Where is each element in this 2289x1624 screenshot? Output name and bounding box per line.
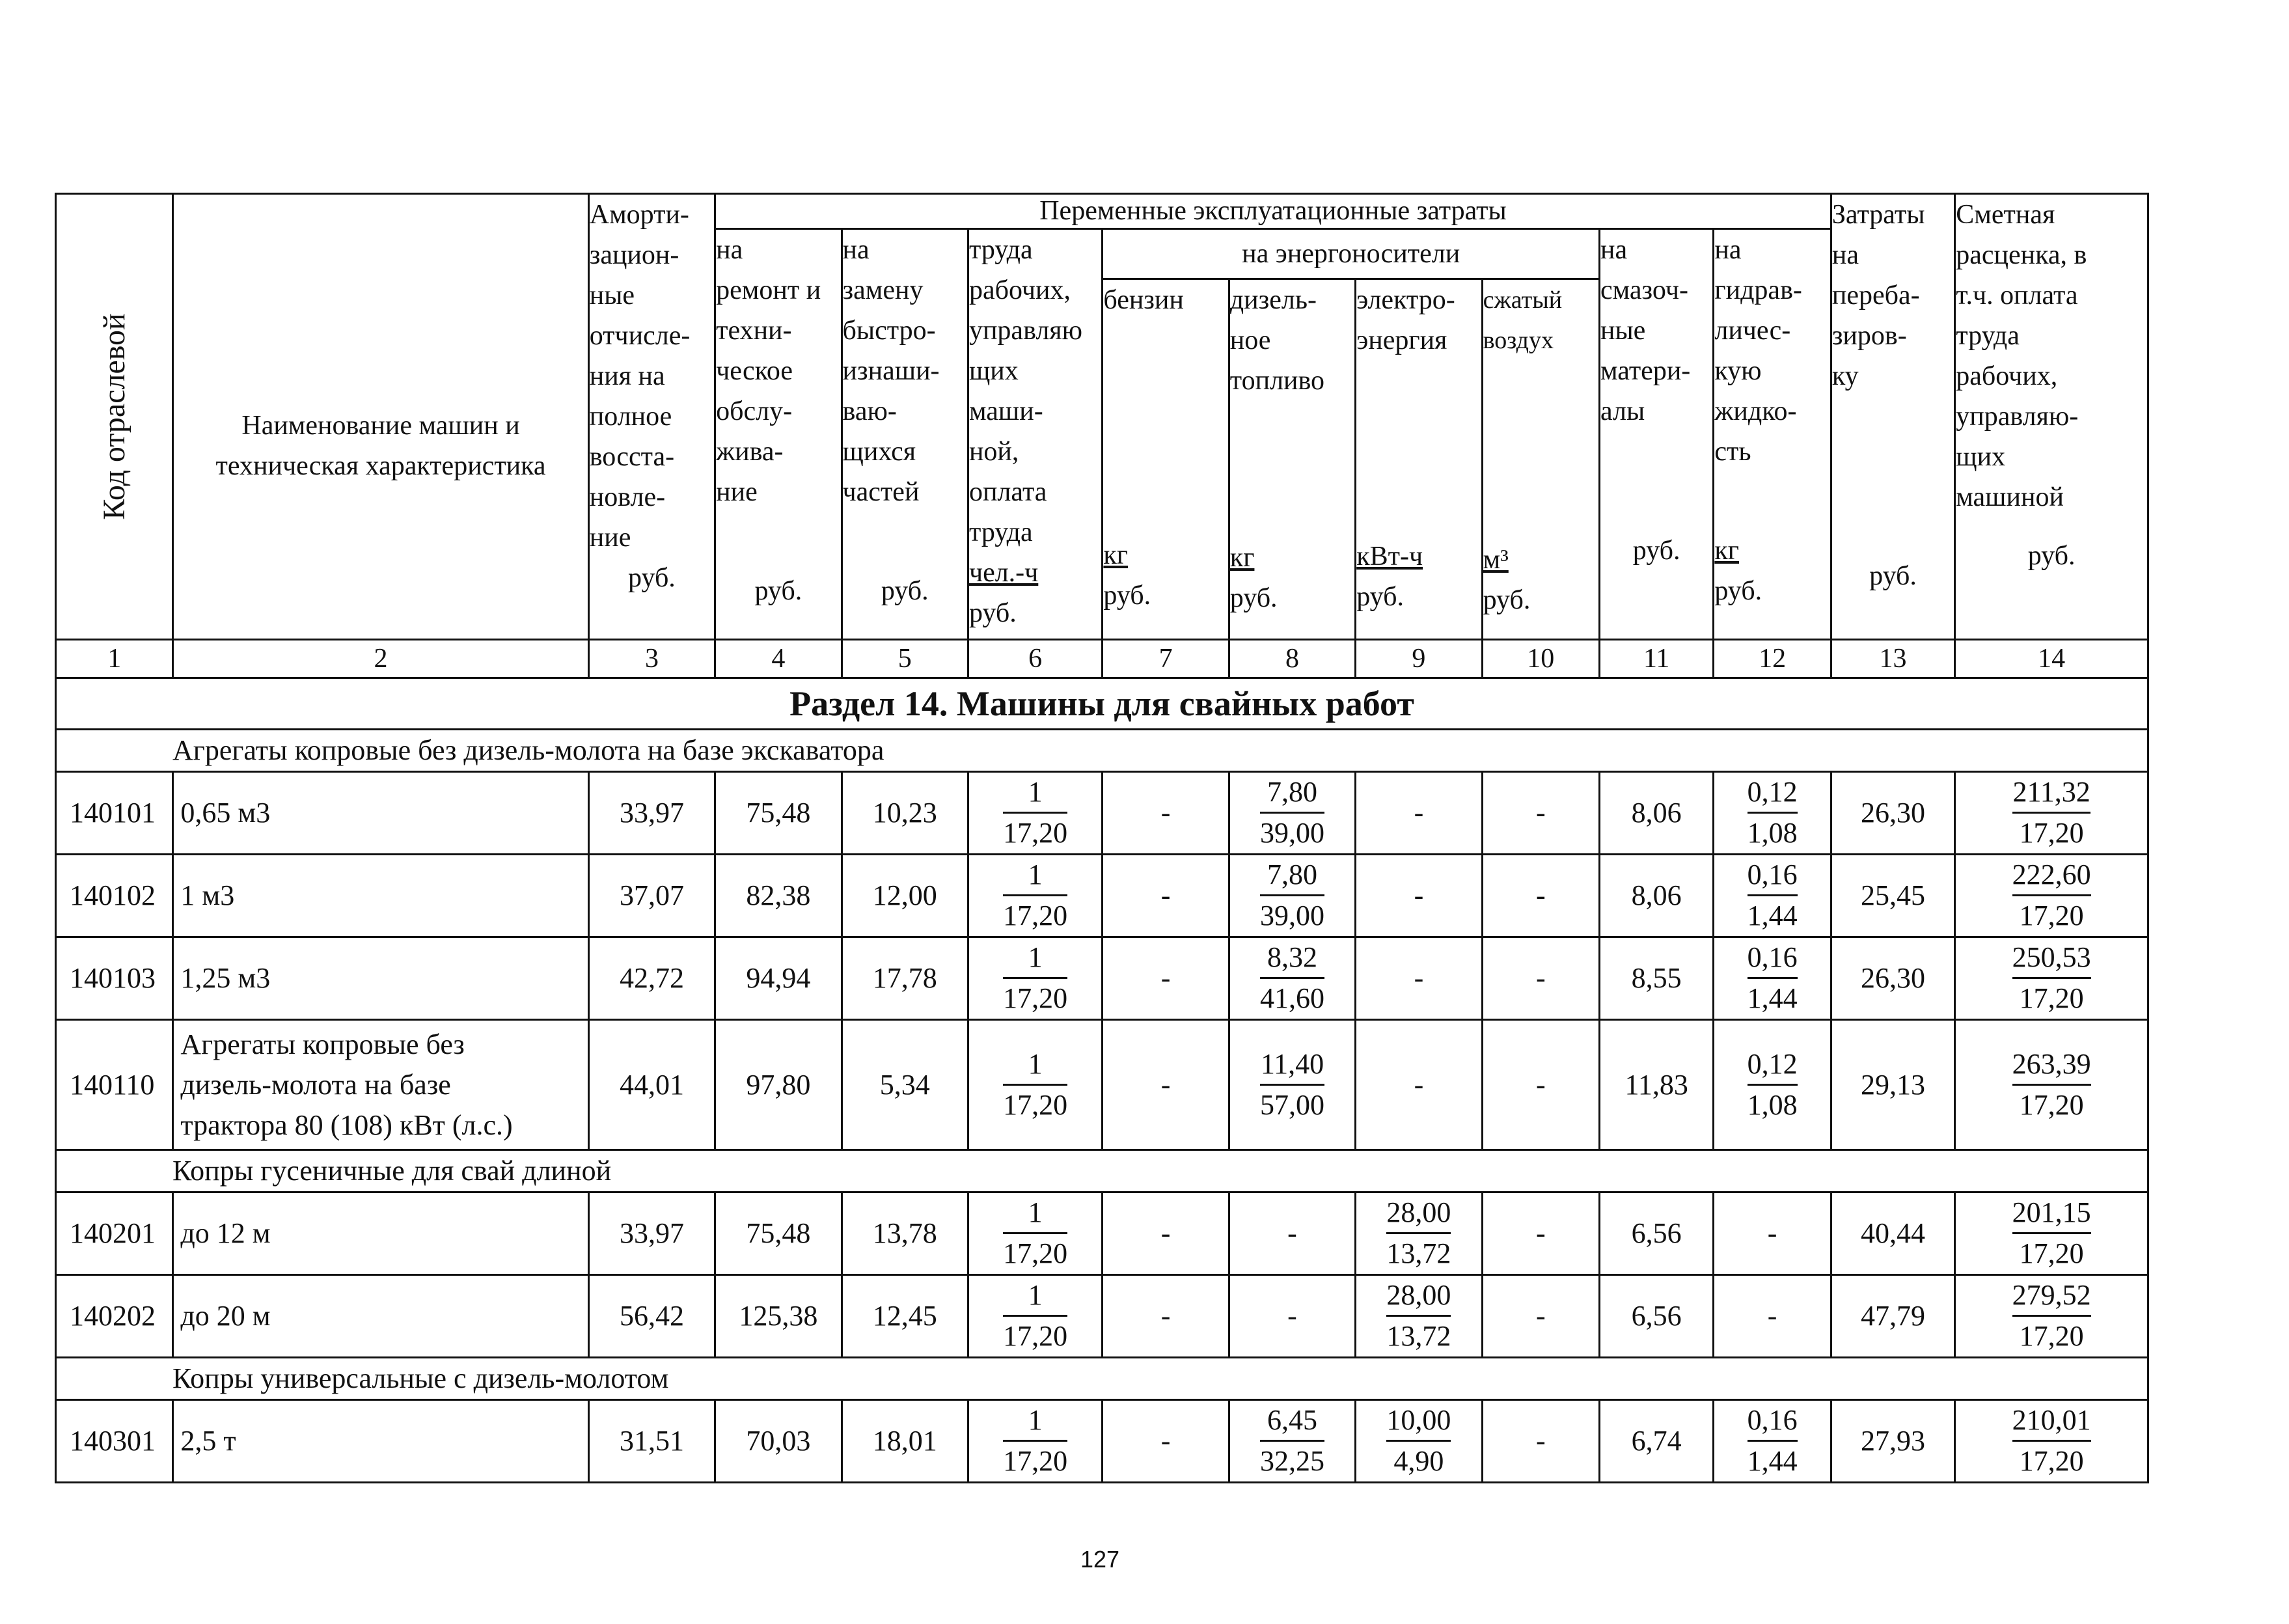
header-line: смазоч- [1600, 275, 1688, 305]
header-labor: труда рабочих, управляю щих маши- ной, оплата труда чел.-ч руб. [968, 229, 1102, 640]
row-transport: 29,13 [1831, 1020, 1954, 1150]
fraction-value: $\frac{279,52}{17,20}$ [2012, 1276, 2091, 1356]
header-line: управляю [968, 316, 1083, 346]
header-amort: Аморти- зацион- ные отчисле- ния на полное восста- новле- ние руб. [588, 194, 715, 640]
fraction-value: $\frac{1}{17,20}$ [1003, 1045, 1067, 1125]
row-transport: 26,30 [1831, 772, 1954, 855]
row-name: Агрегаты копровые без дизель-молота на базе трактора 80 (108) кВт (л.с.) [173, 1020, 588, 1150]
row-hyd [1714, 937, 1831, 1020]
header-line: ния на [589, 361, 665, 391]
header-petrol: бензин кг руб. [1103, 279, 1229, 639]
row-rate [1955, 1020, 2148, 1150]
table-row [56, 1192, 2148, 1275]
header-line: ку [1831, 361, 1859, 391]
column-number: 13 [1831, 640, 1954, 678]
header-transport: Затраты на переба- зиров- ку руб. [1831, 194, 1954, 640]
header-line: щих [1956, 442, 2006, 472]
header-line: оплата [968, 477, 1047, 507]
row-air: - [1482, 855, 1599, 937]
table-row [56, 937, 2148, 1020]
fraction-value: $\frac{0,16}{1,44}$ [1748, 855, 1798, 935]
fraction-value: $\frac{6,45}{32,25}$ [1260, 1401, 1324, 1481]
row-amort: 31,51 [588, 1400, 715, 1483]
row-labor [968, 772, 1102, 855]
row-replace: 5,34 [842, 1020, 968, 1150]
fraction-value: $\frac{211,32}{17,20}$ [2012, 773, 2090, 853]
row-labor [968, 1020, 1102, 1150]
row-diesel [1229, 937, 1355, 1020]
header-line: на [716, 235, 743, 265]
row-transport: 40,44 [1831, 1192, 1954, 1275]
row-electric [1356, 1275, 1482, 1358]
fraction-value: $\frac{11,40}{57,00}$ [1260, 1045, 1324, 1125]
column-number: 2 [173, 640, 588, 678]
header-line: на [1831, 240, 1859, 270]
header-line: ние [589, 523, 631, 553]
table-row [56, 772, 2148, 855]
row-code: 140102 [56, 855, 173, 937]
row-rate [1955, 937, 2148, 1020]
header-hyd: на гидрав- личес- кую жидко- сть кг руб. [1714, 229, 1831, 640]
row-name: 2,5 т [173, 1400, 588, 1483]
header-line: сть [1714, 437, 1751, 467]
fraction-value: $\frac{1}{17,20}$ [1003, 1401, 1067, 1481]
row-diesel [1229, 855, 1355, 937]
row-electric: - [1356, 1020, 1482, 1150]
header-diesel: дизель- ное топливо кг руб. [1229, 279, 1355, 639]
header-line: топливо [1229, 365, 1325, 396]
header-line: полное [589, 402, 672, 432]
column-number: 1 [56, 640, 173, 678]
row-replace: 18,01 [842, 1400, 968, 1483]
fraction-value: $\frac{10,00}{4,90}$ [1386, 1401, 1451, 1481]
row-air: - [1482, 1275, 1599, 1358]
column-number: 6 [968, 640, 1102, 678]
row-petrol: - [1103, 1020, 1229, 1150]
row-hyd [1714, 1400, 1831, 1483]
row-air: - [1482, 1400, 1599, 1483]
column-number: 11 [1599, 640, 1713, 678]
header-line: матери- [1600, 356, 1691, 386]
header-line: труда [968, 235, 1033, 265]
fraction-value: $\frac{1}{17,20}$ [1003, 1276, 1067, 1356]
fraction-value: $\frac{28,00}{13,72}$ [1386, 1276, 1451, 1356]
section-title: Раздел 14. Машины для свайных работ [56, 678, 2148, 730]
row-name: 1,25 м3 [173, 937, 588, 1020]
header-line: новле- [589, 482, 666, 512]
table-row [56, 855, 2148, 937]
row-name: 1 м3 [173, 855, 588, 937]
row-hyd: - [1714, 1192, 1831, 1275]
header-line: ные [1600, 316, 1646, 346]
header-line: жидко- [1714, 396, 1797, 426]
header-line: переба- [1831, 281, 1920, 310]
row-replace: 12,00 [842, 855, 968, 937]
header-line: быстро- [842, 316, 936, 346]
row-hyd [1714, 1020, 1831, 1150]
column-number: 14 [1955, 640, 2148, 678]
header-line: Затраты [1831, 200, 1925, 230]
header-line: маши- [968, 396, 1043, 426]
row-amort: 33,97 [588, 1192, 715, 1275]
row-name: до 20 м [173, 1275, 588, 1358]
row-electric: - [1356, 855, 1482, 937]
row-lub: 8,06 [1599, 855, 1713, 937]
header-line: жива- [716, 437, 784, 467]
page-number: 127 [1080, 1546, 1120, 1573]
header-name: Наименование машин и техническая характеристика [173, 194, 588, 640]
row-rate [1955, 855, 2148, 937]
header-line: воздух [1483, 326, 1554, 354]
row-air: - [1482, 937, 1599, 1020]
row-name: 0,65 м3 [173, 772, 588, 855]
column-numbers-row [56, 640, 2148, 678]
row-lub: 8,06 [1599, 772, 1713, 855]
header-line: техни- [716, 316, 792, 346]
row-rate [1955, 772, 2148, 855]
group-title: Копры гусеничные для свай длиной [56, 1150, 2148, 1192]
row-repair: 75,48 [715, 1192, 842, 1275]
fraction-value: $\frac{250,53}{17,20}$ [2012, 938, 2091, 1018]
row-petrol: - [1103, 855, 1229, 937]
row-lub: 6,74 [1599, 1400, 1713, 1483]
row-repair: 94,94 [715, 937, 842, 1020]
row-repair: 70,03 [715, 1400, 842, 1483]
row-replace: 10,23 [842, 772, 968, 855]
row-amort: 42,72 [588, 937, 715, 1020]
column-number: 10 [1482, 640, 1599, 678]
row-diesel [1229, 1400, 1355, 1483]
row-petrol: - [1103, 1400, 1229, 1483]
fraction-value: $\frac{0,16}{1,44}$ [1748, 1401, 1798, 1481]
row-transport: 27,93 [1831, 1400, 1954, 1483]
fraction-value: $\frac{1}{17,20}$ [1003, 1193, 1067, 1273]
header-line: труда [1956, 321, 2020, 351]
fraction-value: $\frac{0,12}{1,08}$ [1748, 1045, 1798, 1125]
header-line: отчисле- [589, 321, 691, 351]
header-air: сжатый воздух м³ руб. [1482, 279, 1599, 639]
row-electric: - [1356, 772, 1482, 855]
header-line: зацион- [589, 240, 679, 270]
table-row [56, 1020, 2148, 1150]
header-line: щихся [842, 437, 916, 467]
row-code: 140301 [56, 1400, 173, 1483]
fraction-value: $\frac{7,80}{39,00}$ [1260, 855, 1324, 935]
header-line: частей [842, 477, 920, 507]
header-lub: на смазоч- ные матери- алы руб. [1599, 229, 1713, 640]
row-amort: 33,97 [588, 772, 715, 855]
row-repair: 125,38 [715, 1275, 842, 1358]
row-electric [1356, 1400, 1482, 1483]
row-code: 140201 [56, 1192, 173, 1275]
header-line: щих [968, 356, 1019, 386]
header-line: личес- [1714, 316, 1791, 346]
header-replace: на замену быстро- изнаши- ваю- щихся частей руб. [842, 229, 968, 640]
header-line: рабочих, [968, 275, 1071, 305]
header-line: замену [842, 275, 924, 305]
row-petrol: - [1103, 937, 1229, 1020]
header-line: изнаши- [842, 356, 940, 386]
row-rate [1955, 1400, 2148, 1483]
header-line: кую [1714, 356, 1762, 386]
row-code: 140103 [56, 937, 173, 1020]
row-replace: 17,78 [842, 937, 968, 1020]
header-variable-group: Переменные эксплуатационные затраты [715, 194, 1831, 229]
header-line: сжатый [1483, 286, 1563, 314]
row-diesel [1229, 1020, 1355, 1150]
header-line: ческое [716, 356, 793, 386]
row-electric: - [1356, 937, 1482, 1020]
row-transport: 26,30 [1831, 937, 1954, 1020]
fraction-value: $\frac{28,00}{13,72}$ [1386, 1193, 1451, 1273]
column-number: 3 [588, 640, 715, 678]
header-line: ваю- [842, 396, 897, 426]
header-line: восста- [589, 442, 675, 472]
row-labor [968, 1275, 1102, 1358]
fraction-value: $\frac{1}{17,20}$ [1003, 855, 1067, 935]
header-line: Сметная [1956, 200, 2055, 230]
header-line: ние [716, 477, 758, 507]
row-labor [968, 855, 1102, 937]
header-line: ремонт и [716, 275, 821, 305]
row-repair: 75,48 [715, 772, 842, 855]
row-labor [968, 1192, 1102, 1275]
group-title: Агрегаты копровые без дизель-молота на базе экскаватора [56, 730, 2148, 772]
header-line: гидрав- [1714, 275, 1802, 305]
row-replace: 12,45 [842, 1275, 968, 1358]
row-name: до 12 м [173, 1192, 588, 1275]
column-number: 8 [1229, 640, 1355, 678]
row-air: - [1482, 1020, 1599, 1150]
row-amort: 56,42 [588, 1275, 715, 1358]
header-line: машиной [1956, 482, 2064, 512]
row-diesel: - [1229, 1275, 1355, 1358]
row-amort: 44,01 [588, 1020, 715, 1150]
header-line: электро- [1356, 284, 1455, 315]
header-line: алы [1600, 396, 1645, 426]
fraction-value: $\frac{210,01}{17,20}$ [2012, 1401, 2091, 1481]
group-title: Копры универсальные с дизель-молотом [56, 1358, 2148, 1400]
header-repair: на ремонт и техни- ческое обслу- жива- ние руб. [715, 229, 842, 640]
row-labor [968, 937, 1102, 1020]
fraction-value: $\frac{222,60}{17,20}$ [2012, 855, 2091, 935]
fraction-value: $\frac{0,12}{1,08}$ [1748, 773, 1798, 853]
row-rate [1955, 1275, 2148, 1358]
row-code: 140202 [56, 1275, 173, 1358]
row-lub: 8,55 [1599, 937, 1713, 1020]
column-number: 12 [1714, 640, 1831, 678]
header-line: труда [968, 517, 1033, 547]
column-number: 4 [715, 640, 842, 678]
row-repair: 97,80 [715, 1020, 842, 1150]
fraction-value: $\frac{7,80}{39,00}$ [1260, 773, 1324, 853]
header-line: обслу- [716, 396, 793, 426]
column-number: 7 [1103, 640, 1229, 678]
row-hyd [1714, 772, 1831, 855]
header-line: рабочих, [1956, 361, 2058, 391]
header-line: т.ч. оплата [1956, 281, 2078, 310]
row-lub: 6,56 [1599, 1192, 1713, 1275]
table-row [56, 1275, 2148, 1358]
header-line: энергия [1356, 325, 1447, 355]
fraction-value: $\frac{8,32}{41,60}$ [1260, 938, 1324, 1018]
row-electric [1356, 1192, 1482, 1275]
header-line: управляю- [1956, 402, 2079, 432]
row-amort: 37,07 [588, 855, 715, 937]
row-transport: 25,45 [1831, 855, 1954, 937]
column-number: 9 [1356, 640, 1482, 678]
header-line: дизель- [1229, 284, 1317, 315]
header-line: расценка, в [1956, 240, 2087, 270]
header-line: на [1714, 235, 1742, 265]
column-number: 5 [842, 640, 968, 678]
row-rate [1955, 1192, 2148, 1275]
row-air: - [1482, 1192, 1599, 1275]
header-code: Код отраслевой [56, 194, 173, 640]
cost-table [55, 193, 2149, 1483]
row-code: 140110 [56, 1020, 173, 1150]
header-line: ные [589, 281, 635, 310]
header-line: ное [1229, 325, 1271, 355]
header-electric: электро- энергия кВт-ч руб. [1356, 279, 1482, 639]
fraction-value: $\frac{201,15}{17,20}$ [2012, 1193, 2091, 1273]
row-air: - [1482, 772, 1599, 855]
row-diesel: - [1229, 1192, 1355, 1275]
fraction-value: $\frac{263,39}{17,20}$ [2012, 1045, 2091, 1125]
row-petrol: - [1103, 772, 1229, 855]
header-line: на [1600, 235, 1628, 265]
table-row [56, 1400, 2148, 1483]
row-petrol: - [1103, 1192, 1229, 1275]
row-replace: 13,78 [842, 1192, 968, 1275]
row-repair: 82,38 [715, 855, 842, 937]
row-hyd: - [1714, 1275, 1831, 1358]
fraction-value: $\frac{1}{17,20}$ [1003, 938, 1067, 1018]
header-energy-group: на энергоносители [1103, 229, 1600, 279]
header-line: ной, [968, 437, 1019, 467]
header-line: зиров- [1831, 321, 1907, 351]
row-diesel [1229, 772, 1355, 855]
row-lub: 6,56 [1599, 1275, 1713, 1358]
row-transport: 47,79 [1831, 1275, 1954, 1358]
header-line: на [842, 235, 870, 265]
header-rate: Сметная расценка, в т.ч. оплата труда рабочих, управляю- щих машиной руб. [1955, 194, 2148, 640]
row-labor [968, 1400, 1102, 1483]
row-lub: 11,83 [1599, 1020, 1713, 1150]
row-hyd [1714, 855, 1831, 937]
header-line: Аморти- [589, 200, 689, 230]
row-code: 140101 [56, 772, 173, 855]
fraction-value: $\frac{1}{17,20}$ [1003, 773, 1067, 853]
fraction-value: $\frac{0,16}{1,44}$ [1748, 938, 1798, 1018]
row-petrol: - [1103, 1275, 1229, 1358]
